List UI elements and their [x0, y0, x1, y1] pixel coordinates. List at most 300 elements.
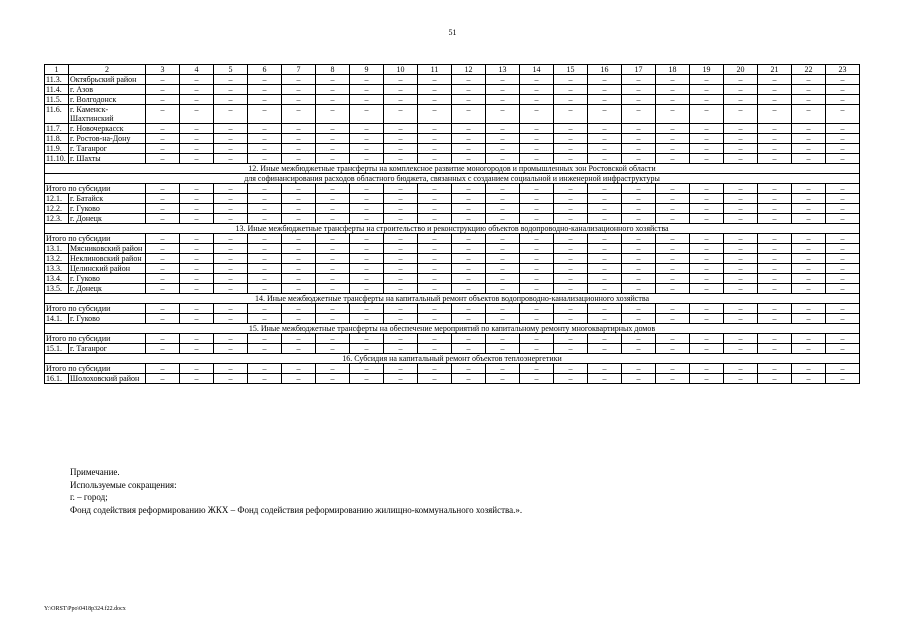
value-cell: –	[350, 344, 384, 354]
value-cell: –	[724, 314, 758, 324]
value-cell: –	[520, 154, 554, 164]
municipality-name: Мясниковский район	[69, 244, 146, 254]
value-cell: –	[384, 314, 418, 324]
value-cell: –	[520, 234, 554, 244]
value-cell: –	[248, 274, 282, 284]
municipality-name: Октябрьский район	[69, 75, 146, 85]
row-number: 13.1.	[45, 244, 69, 254]
value-cell: –	[350, 75, 384, 85]
value-cell: –	[622, 124, 656, 134]
value-cell: –	[792, 304, 826, 314]
value-cell: –	[588, 364, 622, 374]
value-cell: –	[622, 95, 656, 105]
value-cell: –	[418, 184, 452, 194]
value-cell: –	[554, 334, 588, 344]
value-cell: –	[758, 334, 792, 344]
value-cell: –	[758, 284, 792, 294]
value-cell: –	[384, 194, 418, 204]
value-cell: –	[554, 274, 588, 284]
value-cell: –	[146, 134, 180, 144]
row-number: 11.10.	[45, 154, 69, 164]
value-cell: –	[146, 264, 180, 274]
value-cell: –	[248, 254, 282, 264]
header-cell: 10	[384, 65, 418, 75]
value-cell: –	[724, 344, 758, 354]
value-cell: –	[724, 154, 758, 164]
value-cell: –	[350, 244, 384, 254]
value-cell: –	[486, 334, 520, 344]
table-row	[45, 194, 860, 204]
total-label: Итого по субсидии	[45, 184, 146, 194]
value-cell: –	[486, 264, 520, 274]
value-cell: –	[180, 154, 214, 164]
value-cell: –	[656, 154, 690, 164]
value-cell: –	[452, 154, 486, 164]
value-cell: –	[758, 154, 792, 164]
value-cell: –	[758, 244, 792, 254]
value-cell: –	[724, 85, 758, 95]
value-cell: –	[316, 194, 350, 204]
value-cell: –	[656, 304, 690, 314]
value-cell: –	[622, 244, 656, 254]
value-cell: –	[554, 254, 588, 264]
total-row	[45, 364, 860, 374]
value-cell: –	[826, 234, 860, 244]
value-cell: –	[316, 364, 350, 374]
table-row	[45, 214, 860, 224]
value-cell: –	[350, 234, 384, 244]
value-cell: –	[180, 274, 214, 284]
header-cell: 14	[520, 65, 554, 75]
value-cell: –	[588, 124, 622, 134]
row-number: 12.1.	[45, 194, 69, 204]
value-cell: –	[724, 304, 758, 314]
value-cell: –	[656, 204, 690, 214]
value-cell: –	[656, 344, 690, 354]
table-row	[45, 144, 860, 154]
value-cell: –	[350, 214, 384, 224]
value-cell: –	[792, 374, 826, 384]
value-cell: –	[520, 144, 554, 154]
value-cell: –	[690, 154, 724, 164]
value-cell: –	[486, 274, 520, 284]
value-cell: –	[520, 214, 554, 224]
value-cell: –	[554, 304, 588, 314]
header-cell: 4	[180, 65, 214, 75]
note-title: Примечание.	[70, 467, 120, 477]
municipality-name: г. Гуково	[69, 274, 146, 284]
value-cell: –	[146, 284, 180, 294]
value-cell: –	[656, 264, 690, 274]
value-cell: –	[248, 134, 282, 144]
value-cell: –	[350, 334, 384, 344]
value-cell: –	[418, 95, 452, 105]
value-cell: –	[826, 244, 860, 254]
value-cell: –	[418, 124, 452, 134]
value-cell: –	[792, 95, 826, 105]
value-cell: –	[452, 144, 486, 154]
table-row	[45, 105, 860, 124]
value-cell: –	[146, 184, 180, 194]
value-cell: –	[384, 85, 418, 95]
value-cell: –	[316, 344, 350, 354]
value-cell: –	[214, 344, 248, 354]
value-cell: –	[282, 264, 316, 274]
value-cell: –	[758, 134, 792, 144]
value-cell: –	[554, 144, 588, 154]
value-cell: –	[826, 364, 860, 374]
value-cell: –	[792, 254, 826, 264]
value-cell: –	[758, 194, 792, 204]
value-cell: –	[690, 144, 724, 154]
total-row	[45, 304, 860, 314]
value-cell: –	[758, 274, 792, 284]
header-cell: 20	[724, 65, 758, 75]
value-cell: –	[146, 214, 180, 224]
value-cell: –	[724, 244, 758, 254]
table-row	[45, 124, 860, 134]
value-cell: –	[758, 144, 792, 154]
value-cell: –	[588, 134, 622, 144]
header-cell: 13	[486, 65, 520, 75]
value-cell: –	[452, 204, 486, 214]
value-cell: –	[282, 364, 316, 374]
value-cell: –	[214, 264, 248, 274]
value-cell: –	[554, 124, 588, 134]
header-cell: 19	[690, 65, 724, 75]
value-cell: –	[146, 124, 180, 134]
value-cell: –	[758, 75, 792, 85]
row-number: 13.5.	[45, 284, 69, 294]
value-cell: –	[690, 334, 724, 344]
value-cell: –	[554, 314, 588, 324]
value-cell: –	[248, 234, 282, 244]
note-abbreviations: Используемые сокращения:	[70, 479, 177, 490]
value-cell: –	[792, 344, 826, 354]
value-cell: –	[180, 105, 214, 124]
value-cell: –	[554, 105, 588, 124]
value-cell: –	[486, 134, 520, 144]
header-cell: 11	[418, 65, 452, 75]
value-cell: –	[690, 274, 724, 284]
value-cell: –	[826, 334, 860, 344]
value-cell: –	[826, 194, 860, 204]
value-cell: –	[282, 284, 316, 294]
value-cell: –	[486, 75, 520, 85]
value-cell: –	[418, 304, 452, 314]
value-cell: –	[486, 95, 520, 105]
value-cell: –	[656, 144, 690, 154]
value-cell: –	[452, 364, 486, 374]
municipality-name: г. Ростов-на-Дону	[69, 134, 146, 144]
section-heading: 12. Иные межбюджетные трансферты на комплексное развитие моногородов и промышленных зон Ростовской области	[45, 164, 860, 174]
value-cell: –	[452, 134, 486, 144]
value-cell: –	[248, 194, 282, 204]
section-heading-row	[45, 224, 860, 234]
value-cell: –	[248, 75, 282, 85]
value-cell: –	[146, 274, 180, 284]
value-cell: –	[214, 105, 248, 124]
value-cell: –	[180, 254, 214, 264]
value-cell: –	[588, 154, 622, 164]
value-cell: –	[724, 234, 758, 244]
table-row	[45, 134, 860, 144]
section-heading: 14. Иные межбюджетные трансферты на капитальный ремонт объектов водопроводно-канализационного хозяйства	[45, 294, 860, 304]
value-cell: –	[316, 144, 350, 154]
value-cell: –	[350, 364, 384, 374]
value-cell: –	[214, 304, 248, 314]
row-number: 15.1.	[45, 344, 69, 354]
value-cell: –	[792, 314, 826, 324]
value-cell: –	[520, 264, 554, 274]
value-cell: –	[248, 244, 282, 254]
value-cell: –	[588, 374, 622, 384]
header-cell: 17	[622, 65, 656, 75]
value-cell: –	[214, 234, 248, 244]
municipality-name: Неклиновский район	[69, 254, 146, 264]
value-cell: –	[520, 194, 554, 204]
municipality-name: г. Донецк	[69, 284, 146, 294]
value-cell: –	[350, 105, 384, 124]
value-cell: –	[248, 144, 282, 154]
row-number: 12.3.	[45, 214, 69, 224]
value-cell: –	[758, 214, 792, 224]
value-cell: –	[758, 264, 792, 274]
value-cell: –	[486, 194, 520, 204]
header-cell: 15	[554, 65, 588, 75]
value-cell: –	[282, 314, 316, 324]
value-cell: –	[826, 95, 860, 105]
value-cell: –	[146, 105, 180, 124]
table-row	[45, 314, 860, 324]
value-cell: –	[384, 244, 418, 254]
value-cell: –	[282, 144, 316, 154]
value-cell: –	[316, 274, 350, 284]
value-cell: –	[248, 204, 282, 214]
value-cell: –	[656, 254, 690, 264]
value-cell: –	[826, 344, 860, 354]
value-cell: –	[248, 304, 282, 314]
header-cell: 12	[452, 65, 486, 75]
value-cell: –	[418, 144, 452, 154]
value-cell: –	[690, 124, 724, 134]
value-cell: –	[520, 334, 554, 344]
value-cell: –	[180, 85, 214, 95]
value-cell: –	[418, 264, 452, 274]
value-cell: –	[180, 284, 214, 294]
municipality-name: г. Азов	[69, 85, 146, 95]
value-cell: –	[588, 254, 622, 264]
value-cell: –	[384, 75, 418, 85]
row-number: 11.3.	[45, 75, 69, 85]
value-cell: –	[146, 254, 180, 264]
value-cell: –	[384, 254, 418, 264]
value-cell: –	[554, 264, 588, 274]
table-row	[45, 274, 860, 284]
value-cell: –	[622, 154, 656, 164]
section-heading: для софинансирования расходов областного бюджета, связанных с созданием социальной и инженерной инфраструктуры	[45, 174, 860, 184]
value-cell: –	[826, 264, 860, 274]
value-cell: –	[622, 234, 656, 244]
value-cell: –	[588, 214, 622, 224]
value-cell: –	[248, 95, 282, 105]
value-cell: –	[690, 134, 724, 144]
value-cell: –	[316, 254, 350, 264]
value-cell: –	[248, 105, 282, 124]
value-cell: –	[214, 254, 248, 264]
value-cell: –	[486, 304, 520, 314]
value-cell: –	[486, 124, 520, 134]
value-cell: –	[758, 95, 792, 105]
value-cell: –	[214, 95, 248, 105]
table-row	[45, 95, 860, 105]
row-number: 13.3.	[45, 264, 69, 274]
row-number: 11.7.	[45, 124, 69, 134]
value-cell: –	[656, 75, 690, 85]
value-cell: –	[758, 85, 792, 95]
value-cell: –	[690, 244, 724, 254]
value-cell: –	[826, 374, 860, 384]
value-cell: –	[452, 304, 486, 314]
value-cell: –	[214, 134, 248, 144]
value-cell: –	[350, 85, 384, 95]
value-cell: –	[826, 134, 860, 144]
value-cell: –	[248, 364, 282, 374]
value-cell: –	[180, 334, 214, 344]
row-number: 11.9.	[45, 144, 69, 154]
value-cell: –	[214, 214, 248, 224]
value-cell: –	[826, 214, 860, 224]
row-number: 14.1.	[45, 314, 69, 324]
value-cell: –	[146, 95, 180, 105]
value-cell: –	[452, 85, 486, 95]
value-cell: –	[248, 85, 282, 95]
value-cell: –	[316, 95, 350, 105]
value-cell: –	[690, 204, 724, 214]
value-cell: –	[486, 85, 520, 95]
header-cell: 18	[656, 65, 690, 75]
value-cell: –	[826, 314, 860, 324]
header-cell: 16	[588, 65, 622, 75]
value-cell: –	[622, 254, 656, 264]
value-cell: –	[792, 194, 826, 204]
value-cell: –	[826, 75, 860, 85]
value-cell: –	[282, 304, 316, 314]
value-cell: –	[520, 204, 554, 214]
value-cell: –	[282, 204, 316, 214]
value-cell: –	[316, 124, 350, 134]
value-cell: –	[554, 194, 588, 204]
municipality-name: г. Каменск-Шахтинский	[69, 105, 146, 124]
municipality-name: г. Волгодонск	[69, 95, 146, 105]
value-cell: –	[656, 244, 690, 254]
value-cell: –	[418, 154, 452, 164]
value-cell: –	[316, 374, 350, 384]
value-cell: –	[792, 85, 826, 95]
note-city-abbr: г. – город;	[70, 492, 108, 502]
header-cell: 22	[792, 65, 826, 75]
value-cell: –	[792, 264, 826, 274]
value-cell: –	[350, 284, 384, 294]
value-cell: –	[520, 85, 554, 95]
value-cell: –	[656, 85, 690, 95]
value-cell: –	[826, 144, 860, 154]
value-cell: –	[826, 154, 860, 164]
value-cell: –	[588, 234, 622, 244]
value-cell: –	[180, 344, 214, 354]
value-cell: –	[826, 124, 860, 134]
value-cell: –	[214, 364, 248, 374]
value-cell: –	[724, 95, 758, 105]
table-row	[45, 85, 860, 95]
value-cell: –	[724, 124, 758, 134]
value-cell: –	[690, 105, 724, 124]
value-cell: –	[418, 75, 452, 85]
row-number: 11.5.	[45, 95, 69, 105]
value-cell: –	[452, 374, 486, 384]
value-cell: –	[588, 274, 622, 284]
value-cell: –	[282, 274, 316, 284]
value-cell: –	[554, 284, 588, 294]
value-cell: –	[452, 214, 486, 224]
value-cell: –	[316, 314, 350, 324]
municipality-name: г. Новочеркасск	[69, 124, 146, 134]
page-number: 51	[448, 28, 457, 37]
header-cell: 21	[758, 65, 792, 75]
value-cell: –	[656, 105, 690, 124]
value-cell: –	[690, 194, 724, 204]
value-cell: –	[792, 244, 826, 254]
value-cell: –	[724, 334, 758, 344]
value-cell: –	[520, 284, 554, 294]
value-cell: –	[622, 194, 656, 204]
value-cell: –	[690, 184, 724, 194]
value-cell: –	[452, 234, 486, 244]
value-cell: –	[452, 344, 486, 354]
value-cell: –	[826, 105, 860, 124]
value-cell: –	[418, 254, 452, 264]
header-cell: 9	[350, 65, 384, 75]
total-label: Итого по субсидии	[45, 304, 146, 314]
value-cell: –	[214, 244, 248, 254]
value-cell: –	[214, 274, 248, 284]
value-cell: –	[690, 85, 724, 95]
value-cell: –	[622, 204, 656, 214]
value-cell: –	[758, 304, 792, 314]
value-cell: –	[350, 204, 384, 214]
value-cell: –	[758, 374, 792, 384]
value-cell: –	[282, 105, 316, 124]
value-cell: –	[316, 154, 350, 164]
value-cell: –	[622, 364, 656, 374]
value-cell: –	[350, 134, 384, 144]
value-cell: –	[656, 194, 690, 204]
value-cell: –	[554, 204, 588, 214]
value-cell: –	[146, 144, 180, 154]
value-cell: –	[282, 75, 316, 85]
value-cell: –	[622, 134, 656, 144]
value-cell: –	[724, 184, 758, 194]
value-cell: –	[792, 334, 826, 344]
value-cell: –	[282, 134, 316, 144]
value-cell: –	[418, 314, 452, 324]
value-cell: –	[418, 194, 452, 204]
value-cell: –	[724, 105, 758, 124]
value-cell: –	[690, 304, 724, 314]
value-cell: –	[826, 85, 860, 95]
municipality-name: Шолоховский район	[69, 374, 146, 384]
value-cell: –	[656, 184, 690, 194]
